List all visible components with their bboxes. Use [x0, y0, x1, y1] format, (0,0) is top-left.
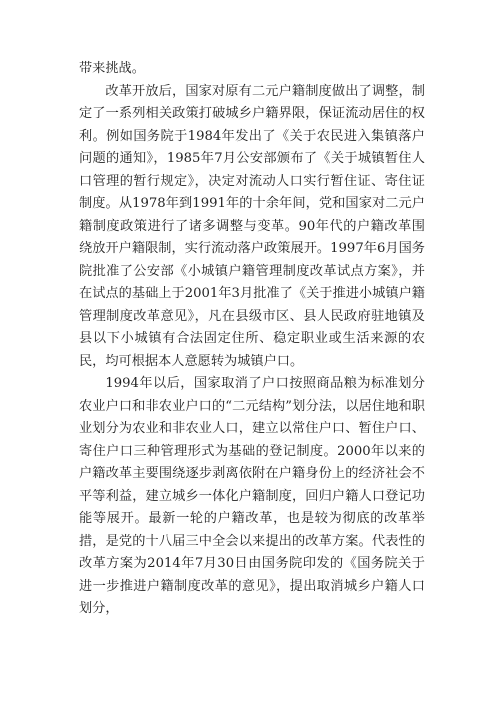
paragraph-2: 改革开放后，国家对原有二元户籍制度做出了调整，制定了一系列相关政策打破城乡户籍界限，保证流动居住的权利。例如国务院于1984年发出了《关于农民进入集镇落户问题的通知》，1985年7月公安部颁布了《关于城镇暂住人口管理的暂行规定》，决定对流动人口实行暂住证、寄住证制度。从1978年到1991年的十余年间，党和国家对二元户籍制度政策进行了诸多调整与变革。90年代的户籍改革围绕放开户籍限制，实行流动落户政策展开。1997年6月国务院批准了公安部《小城镇户籍管理制度改革试点方案》，并在试点的基础上于2001年3月批准了《关于推进小城镇户籍管理制度改革意见》，凡在县级市区、县人民政府驻地镇及县以下小城镇有合法固定住所、稳定职业或生活来源的农民，均可根据本人意愿转为城镇户口。 — [79, 83, 425, 369]
paragraph-3: 1994年以后，国家取消了户口按照商品粮为标准划分农业户口和非农业户口的“二元结构”划分法，以居住地和职业划分为农业和非农业人口，建立以常住户口、暂住户口、寄住户口三种管理形式为基础的登记制度。2000年以来的户籍改革主要围绕逐步剥离依附在户籍身份上的经济社会不平等利益，建立城乡一体化户籍制度，回归户籍人口登记功能等展开。最新一轮的户籍改革，也是较为彻底的改革举措，是党的十八届三中全会以来提出的改革方案。代表性的改革方案为2014年7月30日由国务院印发的《国务院关于进一步推进户籍制度改革的意见》，提出取消城乡户籍人口划分， — [79, 376, 425, 616]
body-text — [79, 58, 425, 621]
paragraph-1: 带来挑战。 — [79, 61, 145, 76]
